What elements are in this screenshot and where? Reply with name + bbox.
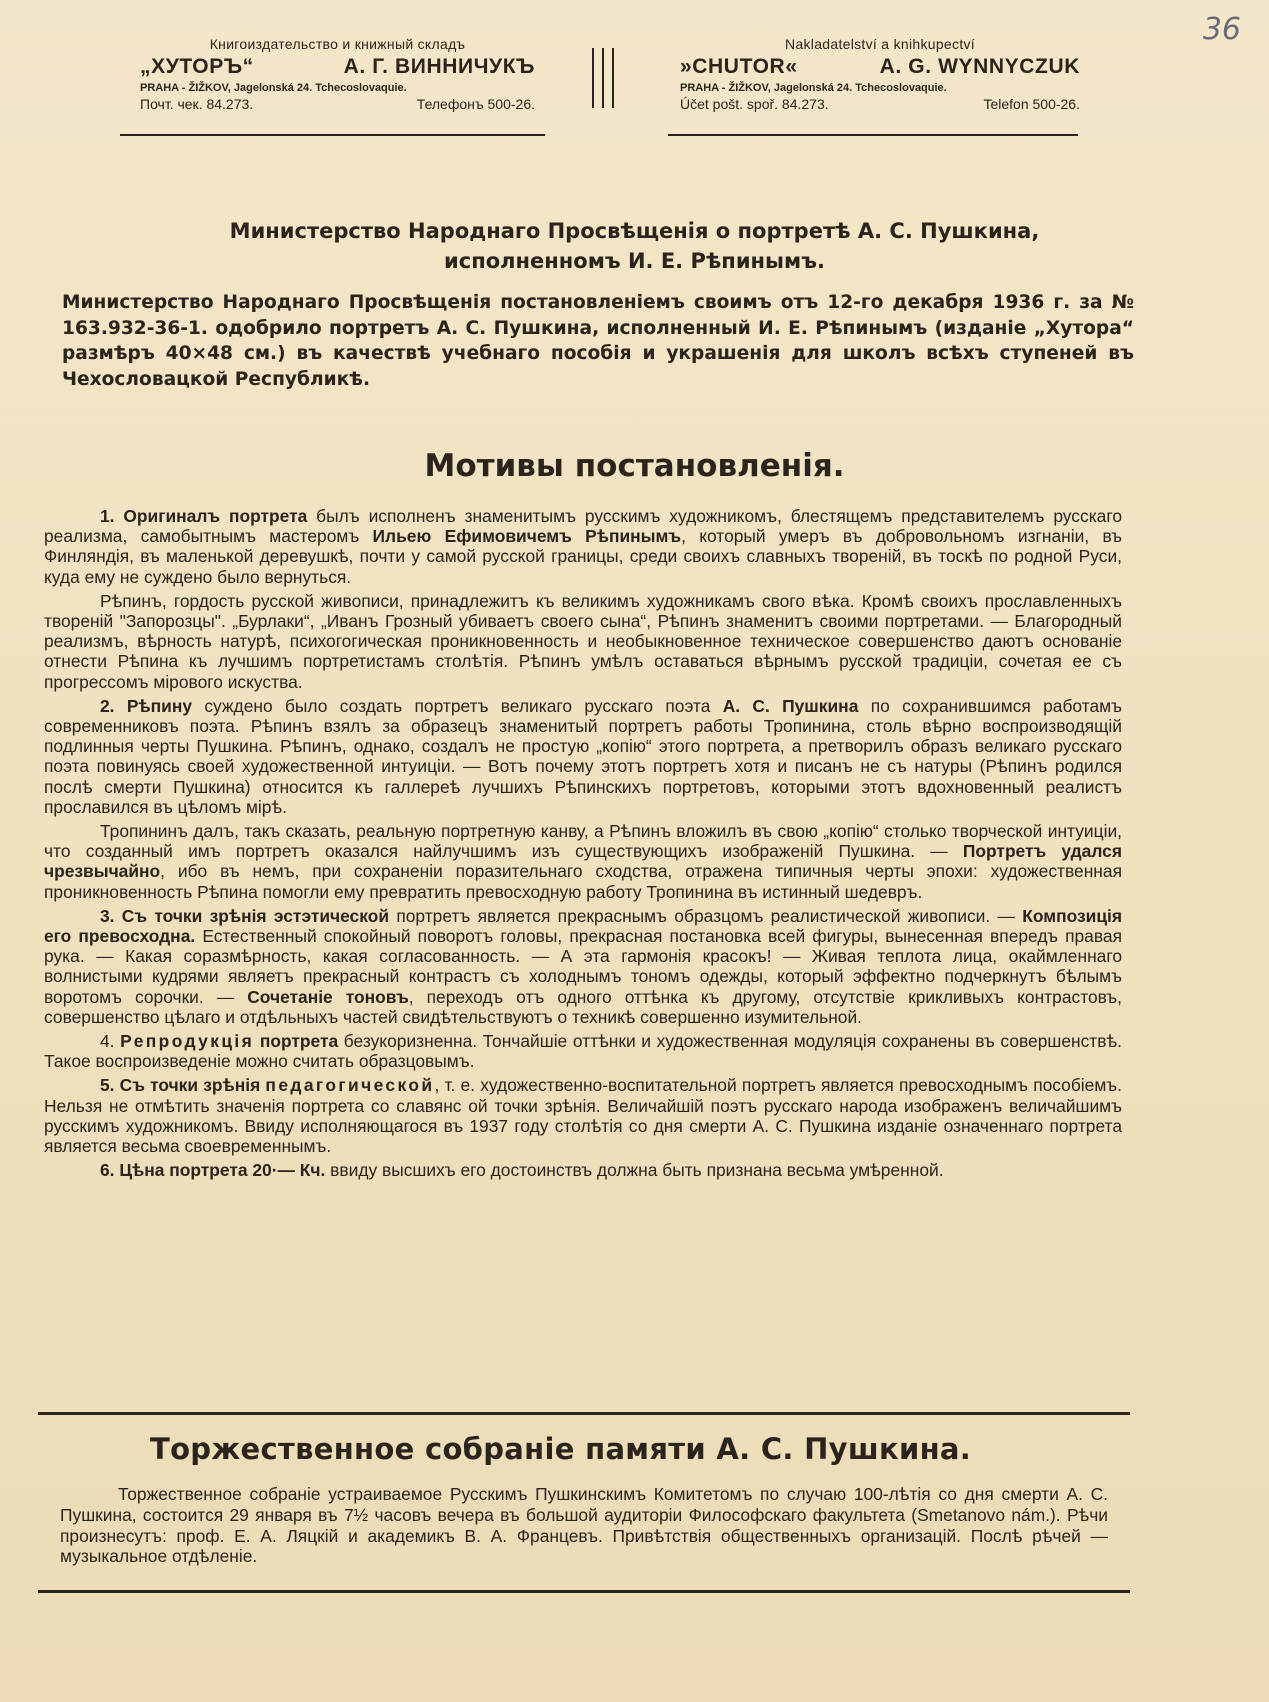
- letterhead-russian: [140, 36, 535, 112]
- publisher-contact-row: [680, 96, 1080, 112]
- publisher-name-row: [680, 55, 1080, 79]
- publisher-name: »CHUTOR«: [680, 55, 798, 78]
- meeting-announcement: Торжественное собраніе устраиваемое Русскимъ Пушкинскимъ Комитетомъ по случаю 100-лѣтія со дня смерти А. С. Пушкина, состоится 29 января въ 7½ часовъ вечера въ большой аудиторіи Философскаго факультета (Smetanovo nám.). Рѣчи произнесутъ: проф. Е. А. Ляцкій и академикъ В. А. Францевъ. Привѣтствія общественныхъ организацій. Послѣ рѣчей — музыкальное отдѣленіе.: [60, 1484, 1108, 1567]
- publisher-owner: А. Г. ВИННИЧУКЪ: [343, 55, 535, 78]
- publisher-descriptor: Книгоиздательство и книжный складъ: [209, 36, 466, 52]
- handwritten-folio-number: 36: [1202, 12, 1241, 47]
- letterhead-czech: [680, 36, 1080, 112]
- paragraph-aesthetic: 3. Съ точки зрѣнія эстэтической портретъ является прекраснымъ образцомъ реалистической живописи. — Композиція его превосходна. Естественный спокойный поворотъ головы, прекрасная постановка всей фигуры, вынесенная впередъ правая рука. — Какая соразмѣрность, какая согласованность. — А эта гармонія красокъ! — Живая теплота лица, окаймленнаго волнистыми кудрями являетъ прекрасный контрастъ съ холоднымъ тономъ одежды, который эффектно подчеркнутъ бѣлымъ воротомъ сорочки. — Сочетаніе тоновъ, переходъ отъ одного оттѣнка къ другому, отсутствіе крикливыхъ контрастовъ, совершенство цѣлаго и отдѣльныхъ частей свидѣтельствуютъ о техникѣ совершенно изумительной.: [44, 905, 1122, 1027]
- title-line: исполненномъ И. Е. Рѣпинымъ.: [444, 249, 825, 273]
- section-heading: Мотивы постановленія.: [424, 448, 845, 484]
- phone-number: Telefon 500-26.: [983, 96, 1080, 112]
- meeting-title: Торжественное собраніе памяти А. С. Пушкина.: [150, 1432, 972, 1466]
- paragraph-pedagogic: 5. Съ точки зрѣнія педагогической, т. е. художественно-воспитательной портретъ является превосходнымъ пособіемъ. Нельзя не отмѣтить значенія портрета со славянс ой точки зрѣнія. Величайшій поэтъ русскаго народа изображенъ величайшимъ русскимъ художникомъ. Ввиду исполняющагося въ 1937 году столѣтія со дня смерти А. С. Пушкина изданіе означеннаго портрета является весьма своевременнымъ.: [44, 1075, 1122, 1157]
- postal-account: Почт. чек. 84.273.: [140, 96, 254, 112]
- publisher-owner: A. G. WYNNYCZUK: [879, 55, 1080, 78]
- paragraph-repin: Рѣпинъ, гордость русской живописи, принадлежитъ къ великимъ художникамъ свого вѣка. Кромѣ своихъ прославленныхъ твореній "Запорозцы". „Бурлаки“, „Иванъ Грозный убиваетъ своего сына“, Рѣпинъ знаменитъ своими портретами. — Благородный реализмъ, вѣрность натурѣ, психогогическая проникновенность и необыкновенное техническое совершенство даютъ основаніе отнести Рѣпина къ лучшимъ портретистамъ столѣтія. Рѣпинъ умѣлъ оставаться вѣрнымъ русской традиціи, сочетая ее съ прогрессомъ мірового искуства.: [44, 590, 1122, 692]
- publisher-contact-row: [140, 96, 535, 112]
- document-title: [100, 216, 1169, 276]
- ministry-decision: Министерство Народнаго Просвѣщенія постановленіемъ своимъ отъ 12-го декабря 1936 г. за № 163.932-36-1. одобрило портретъ А. С. Пушкина, исполненный И. Е. Рѣпинымъ (изданіе „Хутора“ размѣръ 40×48 см.) въ качествѣ учебнаго пособія и украшенія для школъ всѣхъ ступеней въ Чехословацкой Республикѣ.: [62, 292, 1134, 390]
- section-divider: [38, 1412, 1130, 1415]
- title-line: Министерство Народнаго Просвѣщенія о портретѣ А. С. Пушкина,: [229, 219, 1040, 243]
- paragraph-tropinin: Тропининъ далъ, такъ сказать, реальную портретную канву, а Рѣпинъ вложилъ въ свою „копію“ столько творческой интуиціи, что созданный имъ портретъ оказался найлучшимъ изъ существующихъ изображеній Пушкина. — Портретъ удался чрезвычайно, ибо въ немъ, при сохраненіи поразительнаго сходства, отражена типичныя черты эпохи: художественная проникновенность Рѣпина помогли ему превратить превосходную работу Тропинина въ истинный шедевръ.: [44, 821, 1122, 902]
- phone-number: Телефонъ 500-26.: [416, 96, 535, 112]
- section-divider: [38, 1590, 1130, 1593]
- paragraph-reproduction: 4. Репродукція портрета безукоризненна. Тончайшіе оттѣнки и художественная модуляція сохранены въ совершенствѣ. Такое воспроизведеніе можно считать образцовымъ.: [44, 1031, 1122, 1072]
- publisher-name-row: [140, 55, 535, 79]
- paragraph-price: 6. Цѣна портрета 20·— Кч. ввиду высшихъ его достоинствъ должна быть признана весьма умѣренной.: [100, 1160, 944, 1181]
- publisher-name: „ХУТОРЪ“: [140, 55, 254, 78]
- motives-body: [44, 506, 1122, 1185]
- publisher-address: PRAHA - ŽIŽKOV, Jagelonská 24. Tchecoslovaquie.: [680, 82, 947, 94]
- publisher-descriptor: Nakladatelství a knihkupectví: [784, 36, 976, 52]
- postal-account: Účet pošt. spoř. 84.273.: [680, 96, 829, 112]
- letterhead-rule: [668, 134, 1078, 136]
- letterhead-rule: [120, 134, 545, 136]
- publisher-address: PRAHA - ŽIŽKOV, Jagelonská 24. Tchecoslovaquie.: [140, 82, 407, 94]
- letterhead-separator: [590, 48, 616, 108]
- paragraph-original: 1. Оригиналъ портрета былъ исполненъ знаменитымъ русскимъ художникомъ, блестящемъ представителемъ русскаго реализма, самобытнымъ мастеромъ Ильею Ефимовичемъ Рѣпинымъ, который умеръ въ добровольномъ изгнаніи, въ Финляндія, въ маленькой деревушкѣ, почти у самой русской границы, среди своихъ славныхъ твореній, въ тоскѣ по родной Руси, куда ему не суждено было вернуться.: [44, 506, 1122, 587]
- paragraph-portrait-creation: 2. Рѣпину суждено было создать портретъ великаго русскаго поэта А. С. Пушкина по сохранившимся работамъ современниковъ поэта. Рѣпинъ взялъ за образецъ знаменитый портретъ работы Тропинина, столь вѣрно воспроизводящій подлинныя черты Пушкина. Рѣпинъ, однако, создалъ не простую „копію“ этого портрета, а претворилъ образъ великаго русскаго поэта повинуясь своей художественной интуиціи. — Вотъ почему этотъ портретъ хотя и писанъ не съ натуры (Рѣпинъ родился послѣ смерти Пушкина) относится къ галлерeѣ лучшихъ Рѣпинскихъ портретовъ, которыми этотъ вдохновенный реалистъ прославился въ цѣломъ мірѣ.: [44, 695, 1122, 817]
